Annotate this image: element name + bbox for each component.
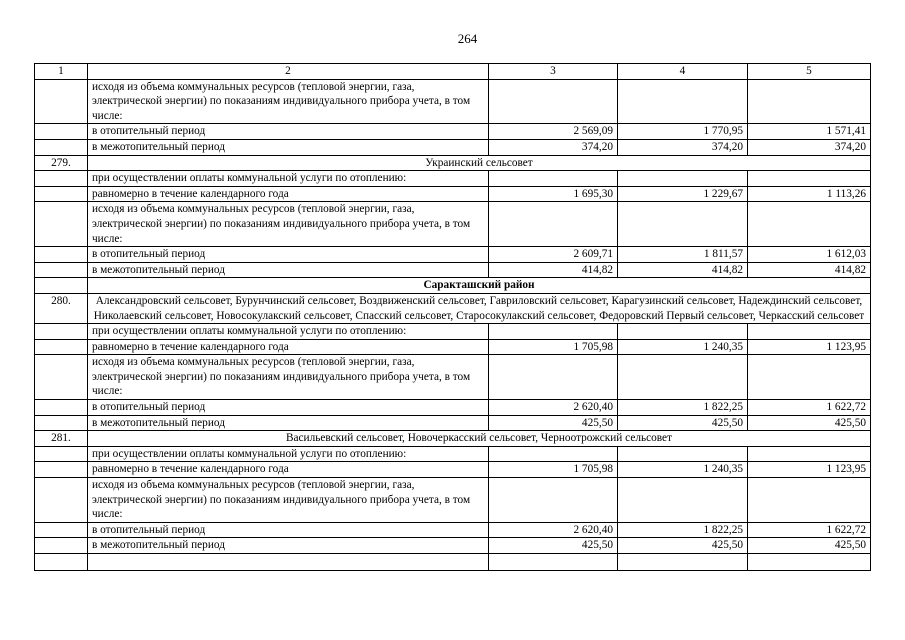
value-col3-cell: [489, 171, 618, 187]
table-row: [35, 324, 871, 340]
value-col3-cell: [489, 324, 618, 340]
row-description-cell: при осуществлении оплаты коммунальной услуги по отоплению:: [88, 446, 489, 462]
value-col4-cell: [618, 446, 748, 462]
row-number-cell: [35, 278, 88, 294]
value-col4-cell: 374,20: [618, 139, 748, 155]
value-col5-cell: 425,50: [748, 538, 871, 554]
table-row: [35, 478, 871, 523]
value-col5-cell: 1 123,95: [748, 462, 871, 478]
value-col3-cell: [489, 446, 618, 462]
table-header-row: [35, 64, 871, 80]
value-col3-cell: [489, 202, 618, 247]
row-description-cell: в отопительный период: [88, 400, 489, 416]
table-row: [35, 400, 871, 416]
row-description-cell: исходя из объема коммунальных ресурсов (тепловой энергии, газа, электрической энергии) по показаниям индивидуального прибора учета, в том числе:: [88, 202, 489, 247]
row-description-cell: в отопительный период: [88, 247, 489, 263]
row-number-cell: [35, 462, 88, 478]
table-row: [35, 139, 871, 155]
value-col5-cell: 414,82: [748, 262, 871, 278]
table-row: [35, 339, 871, 355]
value-col5-cell: [748, 324, 871, 340]
value-col4-cell: 425,50: [618, 538, 748, 554]
value-col5-cell: [748, 446, 871, 462]
row-number-cell: [35, 124, 88, 140]
value-col5-cell: 374,20: [748, 139, 871, 155]
empty-cell: [489, 554, 618, 571]
row-description-cell: в межотопительный период: [88, 139, 489, 155]
row-number-cell: [35, 262, 88, 278]
settlement-names-cell: Александровский сельсовет, Бурунчинский сельсовет, Воздвиженский сельсовет, Гавриловский сельсовет, Карагузинский сельсовет, Надеждинский сельсовет, Николаевский сельсовет, Новосокулакский сельсовет, Спасский сельсовет, Старосокулакский сельсовет, Федоровский Первый сельсовет, Черкасский сельсовет: [88, 293, 871, 323]
table-row: [35, 186, 871, 202]
value-col5-cell: [748, 355, 871, 400]
row-description-cell: исходя из объема коммунальных ресурсов (тепловой энергии, газа, электрической энергии) по показаниям индивидуального прибора учета, в том числе:: [88, 355, 489, 400]
value-col3-cell: 425,50: [489, 415, 618, 431]
row-description-cell: при осуществлении оплаты коммунальной услуги по отоплению:: [88, 324, 489, 340]
empty-cell: [88, 554, 489, 571]
row-number-cell: [35, 522, 88, 538]
value-col3-cell: 2 620,40: [489, 522, 618, 538]
value-col3-cell: [489, 478, 618, 523]
table-row: [35, 538, 871, 554]
value-col4-cell: [618, 324, 748, 340]
table-row: [35, 124, 871, 140]
value-col3-cell: 1 705,98: [489, 462, 618, 478]
row-number-cell: [35, 339, 88, 355]
header-cell: 5: [748, 64, 871, 80]
row-number-cell: [35, 324, 88, 340]
table-row: [35, 171, 871, 187]
tariff-table: [34, 63, 871, 571]
value-col4-cell: 425,50: [618, 415, 748, 431]
value-col4-cell: 1 822,25: [618, 400, 748, 416]
row-number-cell: [35, 415, 88, 431]
value-col3-cell: 414,82: [489, 262, 618, 278]
table-row: [35, 79, 871, 124]
value-col5-cell: 1 622,72: [748, 522, 871, 538]
page-number: 264: [457, 31, 478, 46]
row-number-cell: [35, 247, 88, 263]
row-number-cell: [35, 202, 88, 247]
table-row: [35, 262, 871, 278]
value-col3-cell: 2 609,71: [489, 247, 618, 263]
table-row: [35, 247, 871, 263]
row-number-cell: [35, 79, 88, 124]
district-heading-row: [35, 278, 871, 294]
value-col4-cell: 1 240,35: [618, 462, 748, 478]
settlement-names-cell: Украинский сельсовет: [88, 155, 871, 171]
value-col5-cell: 1 571,41: [748, 124, 871, 140]
value-col3-cell: 1 705,98: [489, 339, 618, 355]
table-row: [35, 355, 871, 400]
value-col4-cell: 1 770,95: [618, 124, 748, 140]
header-cell: 3: [489, 64, 618, 80]
row-description-cell: исходя из объема коммунальных ресурсов (тепловой энергии, газа, электрической энергии) по показаниям индивидуального прибора учета, в том числе:: [88, 478, 489, 523]
row-description-cell: равномерно в течение календарного года: [88, 462, 489, 478]
row-description-cell: в отопительный период: [88, 522, 489, 538]
row-description-cell: равномерно в течение календарного года: [88, 339, 489, 355]
value-col4-cell: [618, 355, 748, 400]
value-col5-cell: [748, 79, 871, 124]
row-number-cell: 280.: [35, 293, 88, 323]
header-cell: 2: [88, 64, 489, 80]
empty-row: [35, 554, 871, 571]
row-number-cell: [35, 171, 88, 187]
row-description-cell: исходя из объема коммунальных ресурсов (тепловой энергии, газа, электрической энергии) по показаниям индивидуального прибора учета, в том числе:: [88, 79, 489, 124]
value-col5-cell: [748, 478, 871, 523]
value-col5-cell: 1 612,03: [748, 247, 871, 263]
value-col5-cell: [748, 202, 871, 247]
value-col3-cell: 2 620,40: [489, 400, 618, 416]
table-row: [35, 202, 871, 247]
row-description-cell: в межотопительный период: [88, 415, 489, 431]
value-col3-cell: [489, 79, 618, 124]
row-description-cell: равномерно в течение календарного года: [88, 186, 489, 202]
value-col3-cell: 2 569,09: [489, 124, 618, 140]
table-row: [35, 415, 871, 431]
row-number-cell: [35, 139, 88, 155]
row-number-cell: [35, 538, 88, 554]
value-col5-cell: 1 622,72: [748, 400, 871, 416]
empty-cell: [618, 554, 748, 571]
value-col4-cell: [618, 79, 748, 124]
row-number-cell: 281.: [35, 431, 88, 447]
table-row: [35, 522, 871, 538]
row-number-cell: [35, 478, 88, 523]
row-number-cell: [35, 400, 88, 416]
value-col4-cell: 1 240,35: [618, 339, 748, 355]
district-name-cell: Саракташский район: [88, 278, 871, 294]
value-col5-cell: [748, 171, 871, 187]
row-description-cell: при осуществлении оплаты коммунальной услуги по отоплению:: [88, 171, 489, 187]
settlement-names-cell: Васильевский сельсовет, Новочеркасский сельсовет, Черноотрожский сельсовет: [88, 431, 871, 447]
row-description-cell: в межотопительный период: [88, 538, 489, 554]
value-col5-cell: 425,50: [748, 415, 871, 431]
value-col3-cell: 374,20: [489, 139, 618, 155]
value-col3-cell: 425,50: [489, 538, 618, 554]
settlement-heading-row: [35, 293, 871, 323]
row-number-cell: 279.: [35, 155, 88, 171]
header-cell: 4: [618, 64, 748, 80]
row-number-cell: [35, 446, 88, 462]
row-description-cell: в отопительный период: [88, 124, 489, 140]
row-number-cell: [35, 186, 88, 202]
value-col4-cell: [618, 171, 748, 187]
value-col4-cell: [618, 202, 748, 247]
settlement-heading-row: [35, 155, 871, 171]
value-col4-cell: [618, 478, 748, 523]
table-row: [35, 446, 871, 462]
value-col5-cell: 1 123,95: [748, 339, 871, 355]
settlement-heading-row: [35, 431, 871, 447]
value-col3-cell: 1 695,30: [489, 186, 618, 202]
row-description-cell: в межотопительный период: [88, 262, 489, 278]
empty-cell: [35, 554, 88, 571]
table-row: [35, 462, 871, 478]
value-col4-cell: 414,82: [618, 262, 748, 278]
header-cell: 1: [35, 64, 88, 80]
value-col3-cell: [489, 355, 618, 400]
value-col4-cell: 1 811,57: [618, 247, 748, 263]
row-number-cell: [35, 355, 88, 400]
value-col4-cell: 1 229,67: [618, 186, 748, 202]
empty-cell: [748, 554, 871, 571]
value-col4-cell: 1 822,25: [618, 522, 748, 538]
value-col5-cell: 1 113,26: [748, 186, 871, 202]
